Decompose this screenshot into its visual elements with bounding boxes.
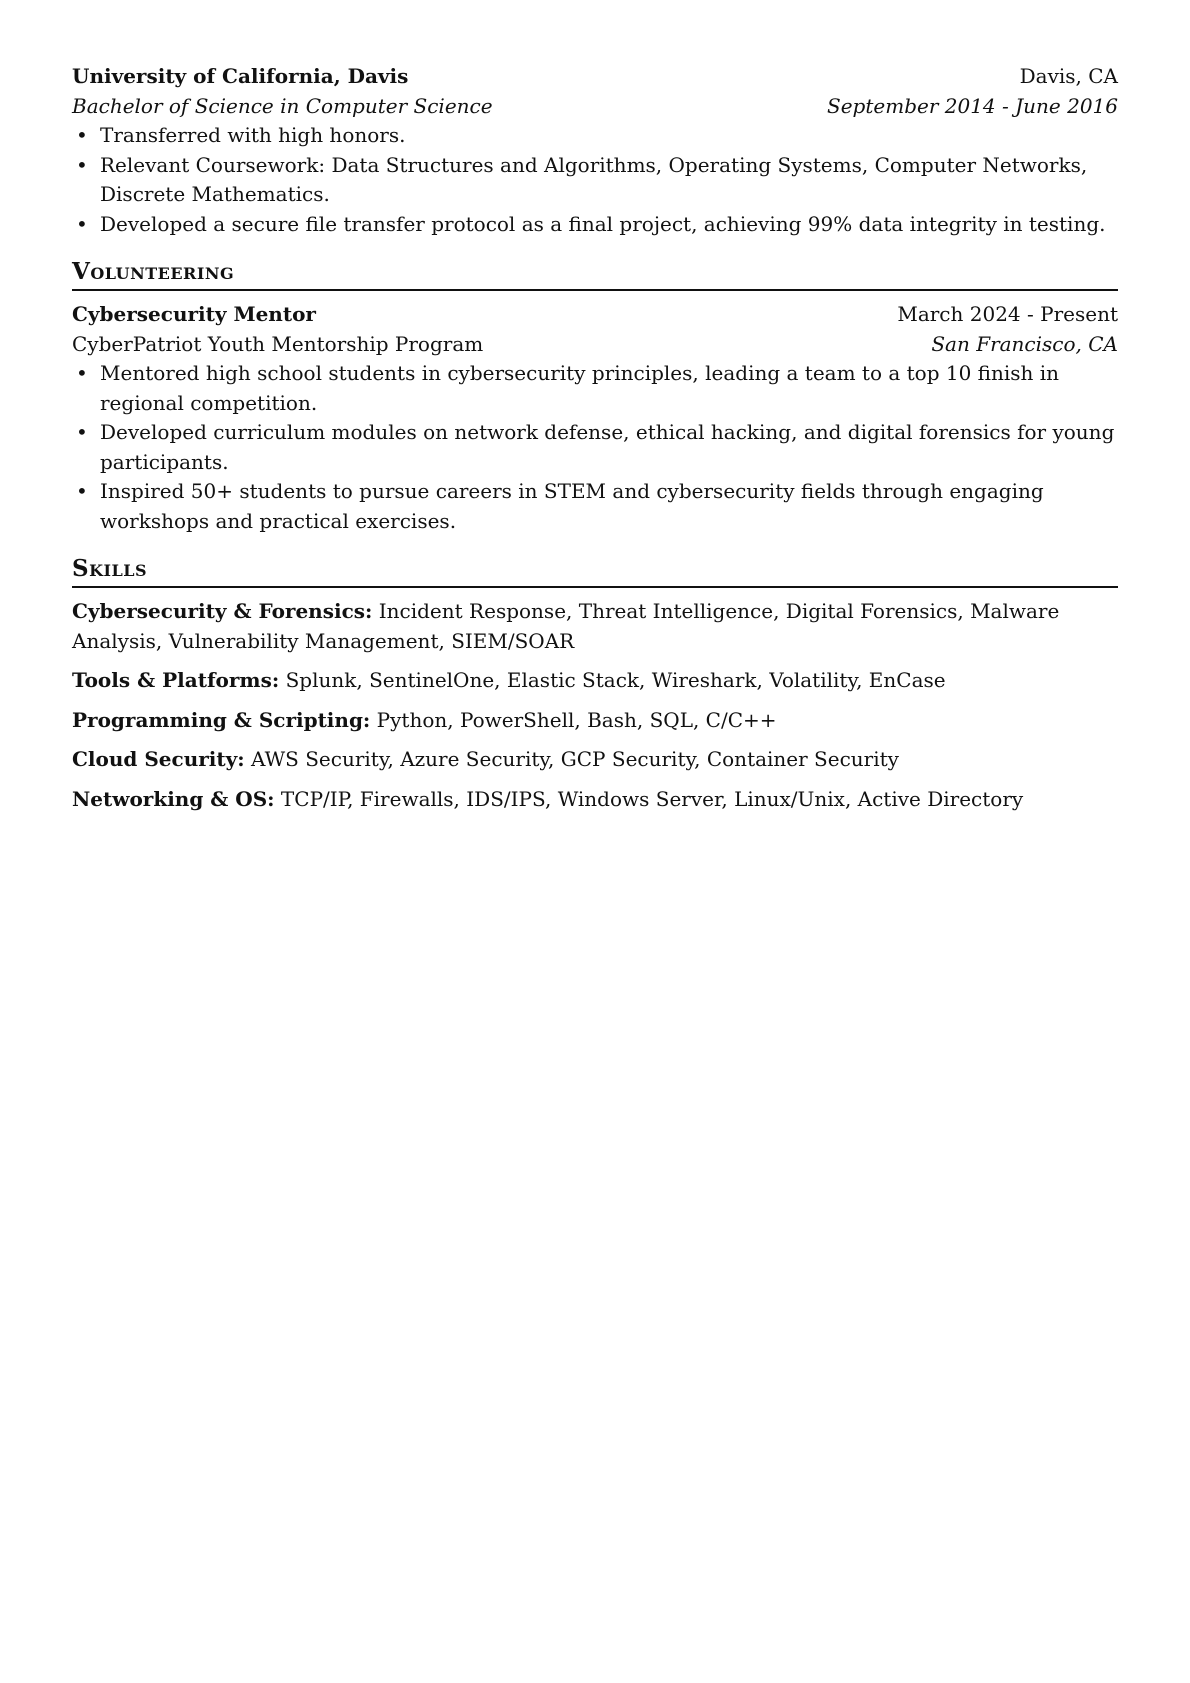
institution-name: University of California, Davis (72, 64, 409, 88)
institution-location: Davis, CA (1019, 64, 1118, 88)
volunteer-location: San Francisco, CA (931, 331, 1118, 356)
skill-category-label: Programming & Scripting: (72, 707, 371, 732)
degree-row (72, 92, 1118, 122)
volunteering-bullets (72, 359, 1118, 536)
skill-line-cloud (72, 745, 1118, 775)
skill-line-tools (72, 666, 1118, 696)
resume-page (72, 62, 1118, 814)
volunteering-entry (72, 300, 1118, 536)
skill-category-label: Tools & Platforms: (72, 668, 280, 692)
list-item: • Developed a secure file transfer protocol as a final project, achieving 99% data integrity in testing. (72, 210, 1118, 240)
skill-line-cybersecurity (72, 597, 1118, 656)
skills-list (72, 597, 1118, 814)
skill-category-values: Python, PowerShell, Bash, SQL, C/C++ (376, 707, 777, 732)
list-item: • Developed curriculum modules on network defense, ethical hacking, and digital forensics for young participants. (72, 418, 1118, 477)
list-item: • Mentored high school students in cybersecurity principles, leading a team to a top 10 finish in regional competition. (72, 359, 1118, 418)
skill-category-values: AWS Security, Azure Security, GCP Security, Container Security (250, 747, 899, 771)
skill-line-programming (72, 706, 1118, 736)
section-heading-volunteering: Volunteering (72, 257, 1118, 291)
education-header (72, 62, 1118, 92)
list-item: • Inspired 50+ students to pursue careers in STEM and cybersecurity fields through engaging workshops and practical exercises. (72, 477, 1118, 536)
list-item: • Relevant Coursework: Data Structures and Algorithms, Operating Systems, Computer Networks, Discrete Mathematics. (72, 151, 1118, 210)
volunteering-header (72, 300, 1118, 330)
education-entry (72, 62, 1118, 239)
education-bullets (72, 121, 1118, 239)
volunteer-role: Cybersecurity Mentor (72, 302, 316, 326)
education-dates: September 2014 - June 2016 (827, 93, 1118, 118)
section-heading-skills: Skills (72, 554, 1118, 588)
skill-line-networking (72, 785, 1118, 815)
volunteer-organization: CyberPatriot Youth Mentorship Program (72, 331, 484, 356)
skill-category-values: Incident Response, Threat Intelligence, Digital Forensics, Malware Analysis, Vulnerability Management, SIEM/SOAR (72, 599, 1060, 653)
skill-category-values: TCP/IP, Firewalls, IDS/IPS, Windows Server, Linux/Unix, Active Directory (280, 786, 1024, 811)
volunteer-dates: March 2024 - Present (897, 302, 1118, 326)
list-item: • Transferred with high honors. (72, 121, 1118, 151)
degree-title: Bachelor of Science in Computer Science (72, 93, 493, 118)
skill-category-label: Cloud Security: (72, 747, 245, 771)
skill-category-values: Splunk, SentinelOne, Elastic Stack, Wireshark, Volatility, EnCase (285, 668, 946, 692)
skill-category-label: Cybersecurity & Forensics: (72, 599, 373, 623)
organization-row (72, 330, 1118, 360)
skill-category-label: Networking & OS: (72, 786, 275, 811)
